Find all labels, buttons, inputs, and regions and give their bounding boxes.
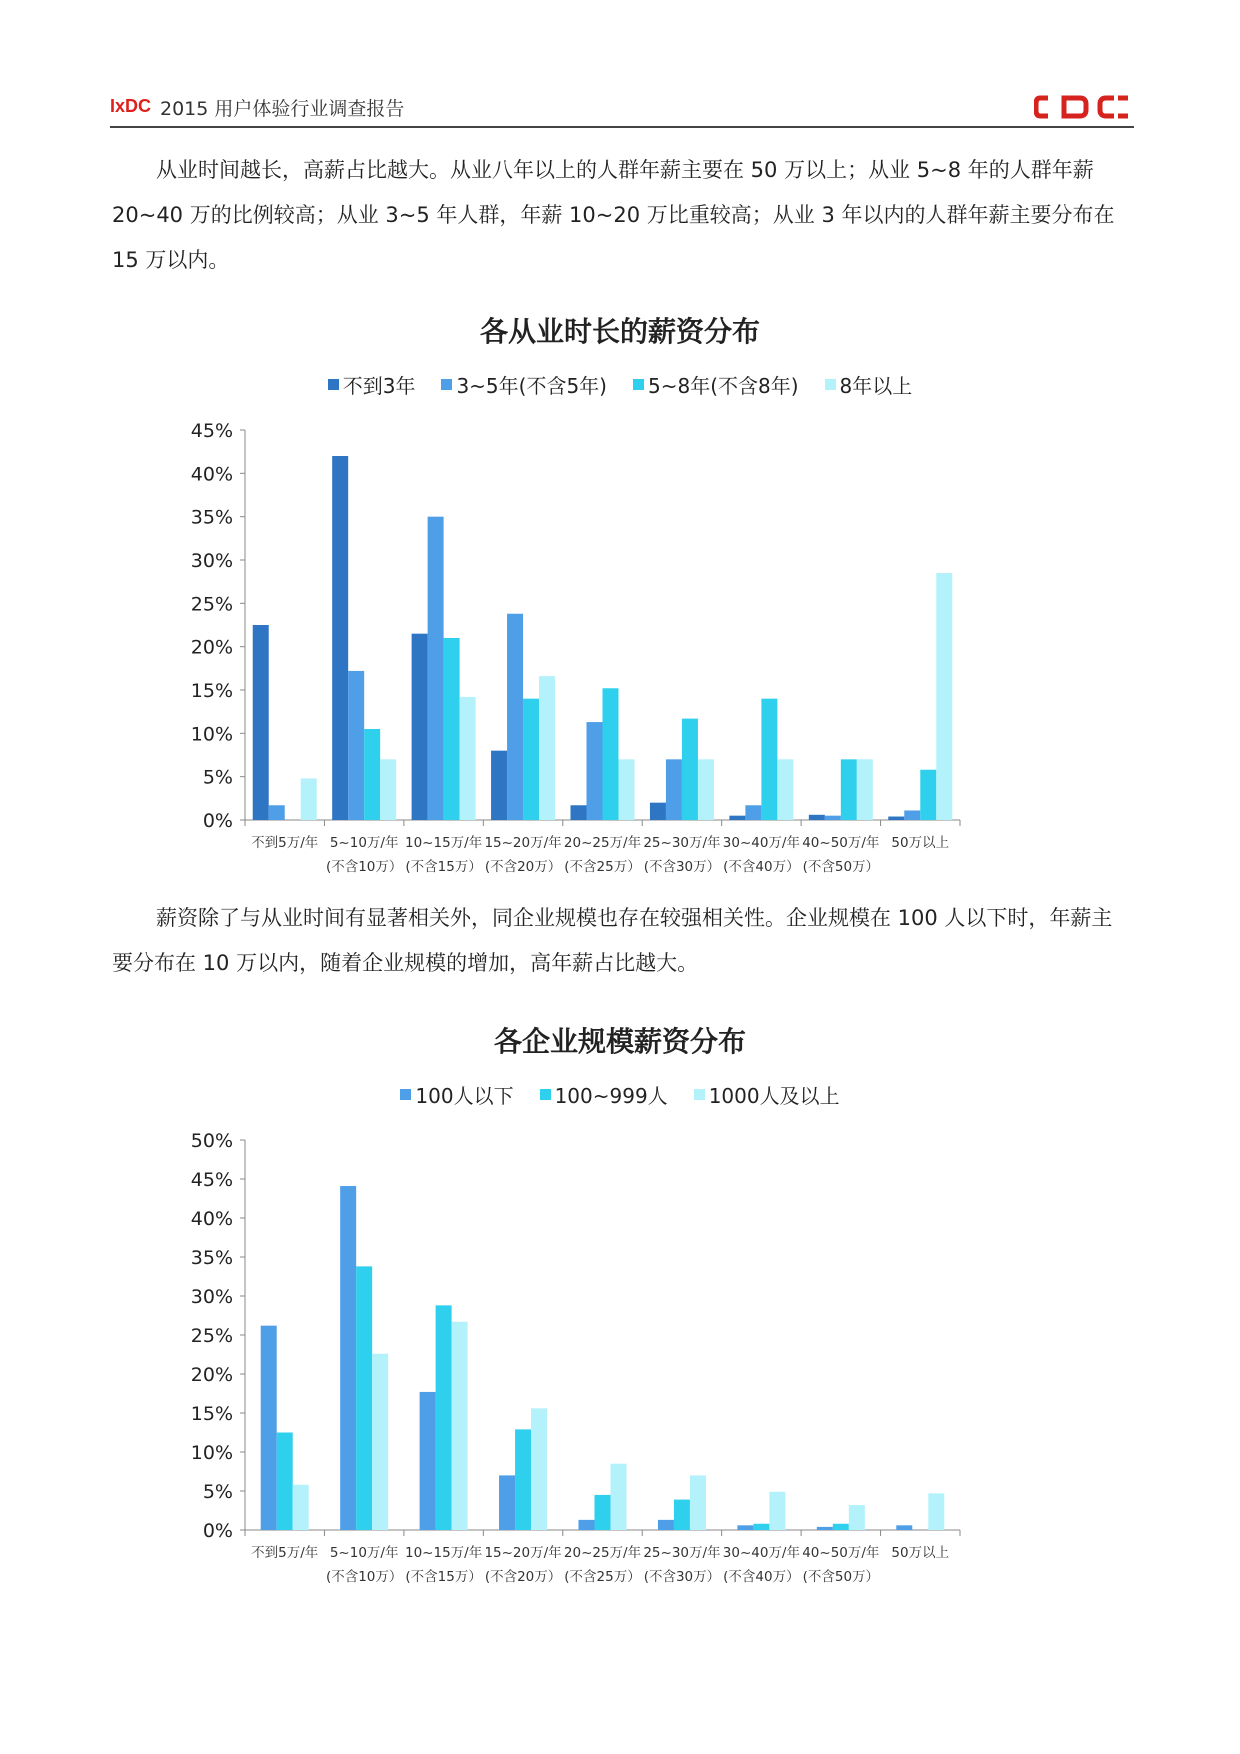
legend-swatch bbox=[825, 379, 836, 390]
legend-label: 100人以下 bbox=[415, 1084, 514, 1108]
x-tick-label: 5~10万/年 bbox=[329, 835, 399, 851]
x-tick-label-sub: (不含15万） bbox=[405, 1569, 482, 1585]
bar bbox=[491, 751, 507, 820]
cdc-logo-icon bbox=[1034, 92, 1130, 122]
bar bbox=[531, 1408, 547, 1530]
bar bbox=[428, 517, 444, 820]
bar bbox=[340, 1186, 356, 1530]
x-tick-label-sub: (不含15万） bbox=[405, 859, 482, 875]
legend-item bbox=[825, 370, 913, 399]
bar bbox=[841, 759, 857, 820]
bar bbox=[571, 805, 587, 820]
bar bbox=[261, 1326, 277, 1530]
x-tick-label: 15~20万/年 bbox=[484, 1545, 562, 1561]
y-tick-label: 40% bbox=[190, 1208, 233, 1230]
y-tick-label: 20% bbox=[190, 636, 233, 659]
bar bbox=[658, 1520, 674, 1530]
bar bbox=[817, 1527, 833, 1530]
legend-swatch bbox=[694, 1089, 705, 1100]
x-tick-label-sub: (不含50万） bbox=[802, 859, 880, 875]
legend-swatch bbox=[633, 379, 644, 390]
bar bbox=[603, 688, 619, 820]
legend-item bbox=[633, 370, 799, 399]
y-tick-label: 30% bbox=[190, 1286, 233, 1308]
paragraph-1: 从业时间越长，高薪占比越大。从业八年以上的人群年薪主要在 50 万以上；从业 5~8 年的人群年薪 20~40 万的比例较高；从业 3~5 年人群，年薪 10~20 万比重较高；从业 3 年以内的人群年薪主要分布在 15 万以内。 bbox=[112, 158, 1115, 272]
x-tick-label-sub: (不含10万） bbox=[325, 1569, 403, 1585]
x-tick-label: 30~40万/年 bbox=[722, 835, 800, 851]
bar bbox=[364, 729, 380, 820]
y-tick-label: 45% bbox=[190, 420, 233, 442]
x-tick-label: 50万以上 bbox=[891, 835, 950, 851]
x-tick-label: 15~20万/年 bbox=[484, 835, 562, 851]
bar bbox=[833, 1524, 849, 1530]
x-tick-label-sub: (不含10万） bbox=[325, 859, 403, 875]
bar bbox=[332, 456, 348, 820]
bar bbox=[277, 1433, 293, 1531]
chart2-svg bbox=[150, 1120, 1070, 1600]
x-tick-label-sub: (不含40万） bbox=[723, 859, 800, 875]
chart2-title: 各企业规模薪资分布 bbox=[493, 1025, 746, 1058]
bar bbox=[372, 1354, 388, 1530]
legend-item bbox=[328, 370, 416, 399]
y-tick-label: 5% bbox=[202, 766, 233, 789]
legend-label: 5~8年(不含8年) bbox=[648, 374, 799, 398]
bar bbox=[650, 803, 666, 820]
bar bbox=[904, 810, 920, 820]
bar bbox=[896, 1525, 912, 1530]
bar bbox=[611, 1464, 627, 1530]
bar bbox=[515, 1429, 531, 1530]
bar bbox=[825, 816, 841, 820]
bar bbox=[301, 778, 317, 820]
x-tick-label: 25~30万/年 bbox=[643, 835, 721, 851]
bar bbox=[761, 699, 777, 820]
bar bbox=[587, 722, 603, 820]
x-tick-label: 5~10万/年 bbox=[329, 1545, 399, 1561]
legend-swatch bbox=[328, 379, 339, 390]
report-title: 2015 用户体验行业调查报告 bbox=[160, 98, 405, 120]
bar bbox=[444, 638, 460, 820]
legend-swatch bbox=[400, 1089, 411, 1100]
bar bbox=[920, 770, 936, 820]
x-tick-label-sub: (不含25万） bbox=[564, 859, 641, 875]
x-tick-label-sub: (不含30万） bbox=[643, 1569, 721, 1585]
bar bbox=[737, 1525, 753, 1530]
x-tick-label: 40~50万/年 bbox=[802, 1545, 880, 1561]
bar bbox=[928, 1493, 944, 1530]
y-tick-label: 35% bbox=[190, 506, 233, 529]
y-tick-label: 15% bbox=[190, 680, 233, 702]
bar bbox=[809, 815, 825, 820]
chart1-title: 各从业时长的薪资分布 bbox=[479, 315, 760, 348]
bar bbox=[769, 1492, 785, 1530]
x-tick-label: 20~25万/年 bbox=[563, 1545, 642, 1561]
x-tick-label: 不到5万/年 bbox=[251, 835, 319, 851]
legend-item bbox=[441, 370, 607, 399]
paragraph-2: 薪资除了与从业时间有显著相关外，同企业规模也存在较强相关性。企业规模在 100 人以下时，年薪主要分布在 10 万以内，随着企业规模的增加，高年薪占比越大。 bbox=[112, 906, 1113, 975]
bar bbox=[619, 759, 635, 820]
x-tick-label-sub: (不含40万） bbox=[723, 1569, 800, 1585]
x-tick-label: 25~30万/年 bbox=[643, 1545, 721, 1561]
ixdc-logo: IxDC bbox=[110, 96, 152, 116]
y-tick-label: 40% bbox=[190, 463, 233, 486]
bar bbox=[420, 1392, 436, 1530]
bar bbox=[936, 573, 952, 820]
legend-item bbox=[400, 1080, 513, 1109]
y-tick-label: 30% bbox=[190, 550, 233, 572]
bar bbox=[269, 805, 285, 820]
y-tick-label: 25% bbox=[190, 593, 233, 616]
bar bbox=[888, 817, 904, 820]
bar bbox=[753, 1524, 769, 1530]
chart2-legend bbox=[0, 1080, 1240, 1109]
bar bbox=[436, 1305, 452, 1530]
bar bbox=[698, 759, 714, 820]
x-tick-label: 50万以上 bbox=[891, 1545, 950, 1561]
bar bbox=[499, 1475, 515, 1530]
bar bbox=[539, 676, 555, 820]
bar bbox=[253, 625, 269, 820]
bar bbox=[348, 671, 364, 820]
x-tick-label-sub: (不含20万） bbox=[484, 1569, 562, 1585]
x-tick-label: 40~50万/年 bbox=[802, 835, 880, 851]
x-tick-label: 30~40万/年 bbox=[722, 1545, 800, 1561]
bar bbox=[380, 759, 396, 820]
page-header bbox=[110, 92, 1134, 128]
x-tick-label: 10~15万/年 bbox=[405, 835, 483, 851]
bar bbox=[293, 1485, 309, 1530]
legend-label: 100~999人 bbox=[554, 1084, 668, 1108]
y-tick-label: 0% bbox=[202, 1520, 233, 1542]
bar bbox=[857, 759, 873, 820]
legend-swatch bbox=[540, 1089, 551, 1100]
y-tick-label: 0% bbox=[202, 810, 233, 832]
header-divider bbox=[110, 126, 1134, 128]
x-tick-label-sub: (不含50万） bbox=[802, 1569, 880, 1585]
x-tick-label: 10~15万/年 bbox=[405, 1545, 483, 1561]
bar bbox=[690, 1475, 706, 1530]
legend-item bbox=[540, 1080, 668, 1109]
bar bbox=[777, 759, 793, 820]
bar bbox=[729, 816, 745, 820]
bar bbox=[579, 1520, 595, 1530]
bar bbox=[507, 614, 523, 820]
legend-label: 1000人及以上 bbox=[708, 1084, 840, 1108]
bar bbox=[356, 1266, 372, 1530]
legend-swatch bbox=[441, 379, 452, 390]
bar bbox=[682, 719, 698, 820]
legend-label: 不到3年 bbox=[342, 374, 416, 398]
legend-label: 8年以上 bbox=[839, 374, 913, 398]
x-tick-label-sub: (不含25万） bbox=[564, 1569, 641, 1585]
bar bbox=[412, 634, 428, 820]
bar bbox=[666, 759, 682, 820]
x-tick-label: 20~25万/年 bbox=[563, 835, 642, 851]
chart1-legend bbox=[0, 370, 1240, 399]
y-tick-label: 35% bbox=[190, 1247, 233, 1269]
bar bbox=[523, 699, 539, 820]
y-tick-label: 10% bbox=[190, 723, 233, 746]
y-tick-label: 10% bbox=[190, 1442, 233, 1464]
legend-label: 3~5年(不含5年) bbox=[456, 374, 607, 398]
bar bbox=[745, 805, 761, 820]
y-tick-label: 45% bbox=[190, 1169, 233, 1191]
bar bbox=[674, 1500, 690, 1530]
bar bbox=[452, 1322, 468, 1530]
legend-item bbox=[694, 1080, 840, 1109]
chart1-svg bbox=[150, 410, 1070, 880]
y-tick-label: 25% bbox=[190, 1325, 233, 1347]
bar bbox=[595, 1495, 611, 1530]
y-tick-label: 15% bbox=[190, 1403, 233, 1425]
y-tick-label: 5% bbox=[202, 1481, 233, 1503]
x-tick-label: 不到5万/年 bbox=[251, 1545, 319, 1561]
bar bbox=[460, 697, 476, 820]
bar bbox=[849, 1505, 865, 1530]
y-tick-label: 50% bbox=[190, 1130, 233, 1152]
x-tick-label-sub: (不含30万） bbox=[643, 859, 721, 875]
y-tick-label: 20% bbox=[190, 1364, 233, 1386]
x-tick-label-sub: (不含20万） bbox=[484, 859, 562, 875]
